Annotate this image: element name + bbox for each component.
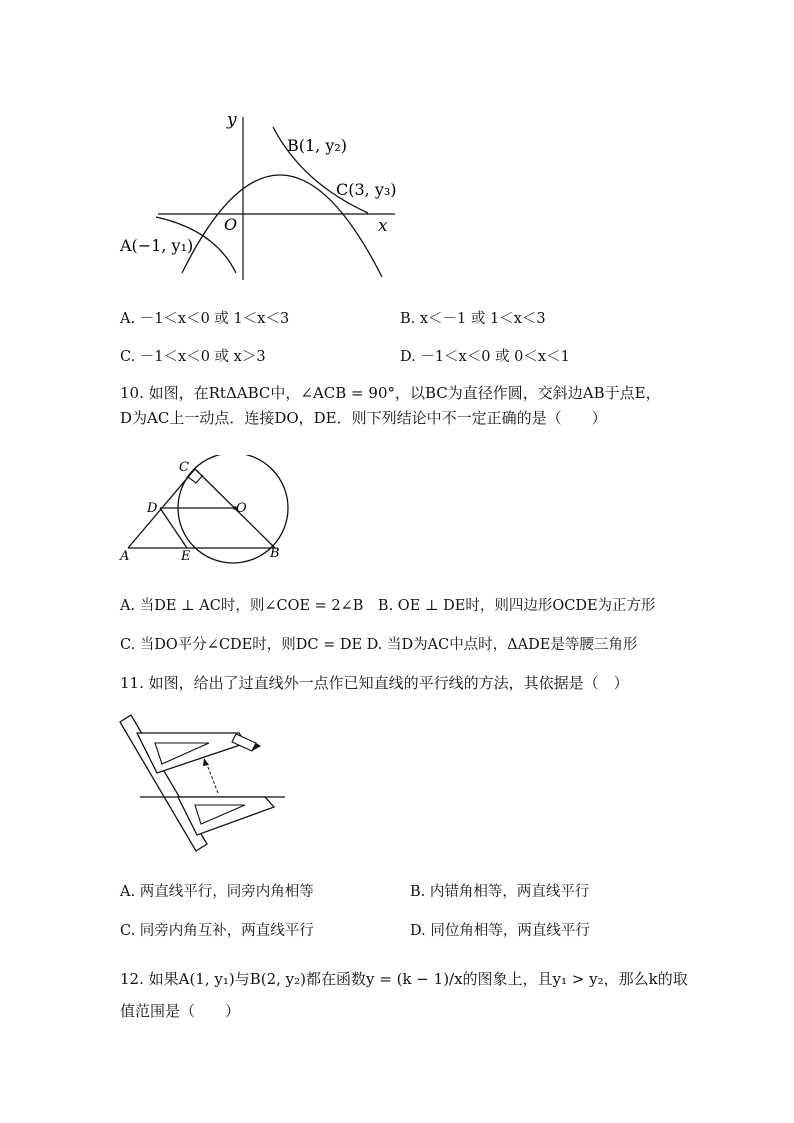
q11-option-d: D. 同位角相等，两直线平行	[410, 923, 590, 939]
q9-option-a: A. －1＜x＜0 或 1＜x＜3	[120, 311, 290, 327]
pencil	[232, 734, 256, 751]
q11-option-b: B. 内错角相等，两直线平行	[410, 884, 590, 900]
q11-stem: 11. 如图，给出了过直线外一点作已知直线的平行线的方法，其依据是（ ）	[120, 674, 629, 692]
label-d: D	[147, 501, 158, 516]
q9-figure	[110, 105, 410, 285]
q11-option-c: C. 同旁内角互补，两直线平行	[120, 923, 314, 939]
q9-option-c: C. －1＜x＜0 或 x＞3	[120, 349, 266, 365]
point-b-label: B(1, y₂)	[287, 136, 348, 155]
q10-options-ab: A. 当DE ⊥ AC时，则∠COE = 2∠B B. OE ⊥ DE时，则四边形OCDE为正方形	[120, 598, 656, 614]
q11-option-a: A. 两直线平行，同旁内角相等	[120, 884, 314, 900]
segment-de	[160, 508, 187, 548]
arrow-head	[203, 758, 209, 766]
q10-stem-line2: D为AC上一动点．连接DO，DE．则下列结论中不一定正确的是（ ）	[120, 409, 607, 427]
label-o: O	[236, 501, 247, 516]
x-axis-label: x	[378, 216, 388, 236]
q9-option-d: D. －1＜x＜0 或 0＜x＜1	[400, 349, 570, 365]
upper-set-square	[137, 733, 246, 773]
q12-stem-line1: 12. 如果A(1, y₁)与B(2, y₂)都在函数y = (k − 1)/x的图象上，且y₁ > y₂，那么k的取	[120, 970, 688, 988]
q10-options-cd: C. 当DO平分∠CDE时，则DC = DE D. 当D为AC中点时，ΔADE是等腰三角形	[120, 637, 638, 653]
label-b: B	[270, 546, 280, 561]
q11-figure	[115, 705, 295, 860]
label-c: C	[179, 460, 189, 475]
q10-stem-line1: 10. 如图，在RtΔABC中，∠ACB = 90°，以BC为直径作圆，交斜边AB于点E，	[120, 384, 661, 402]
label-e: E	[181, 549, 191, 564]
q10-figure	[115, 455, 300, 570]
label-a: A	[120, 549, 130, 564]
point-c-label: C(3, y₃)	[336, 180, 397, 199]
move-arrow	[206, 762, 218, 793]
right-angle-mark	[188, 475, 203, 483]
y-axis-label: y	[227, 110, 237, 130]
q12-stem-line2: 值范围是（ ）	[120, 1002, 241, 1020]
origin-label: O	[224, 215, 238, 234]
q9-option-b: B. x＜－1 或 1＜x＜3	[400, 311, 546, 327]
point-a-label: A(−1, y₁)	[120, 236, 194, 255]
